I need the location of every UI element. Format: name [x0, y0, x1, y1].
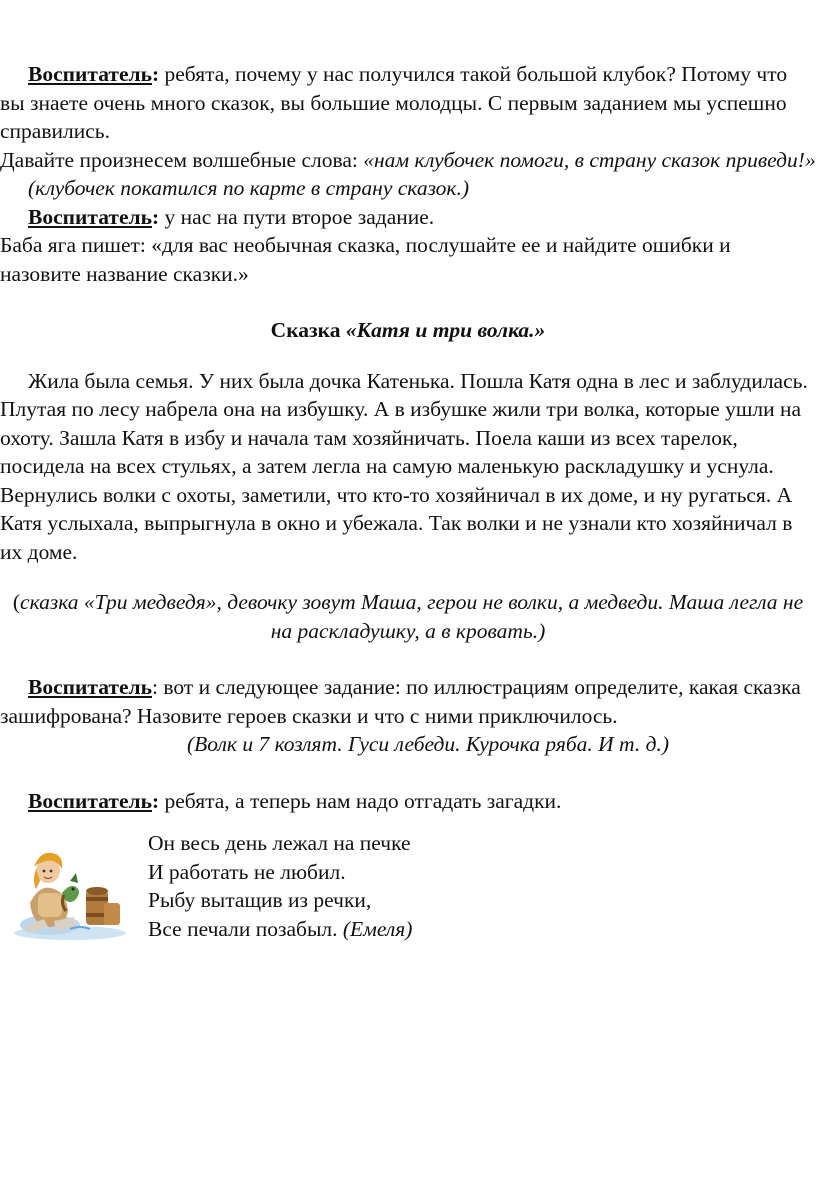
speaker-colon: : [151, 62, 160, 86]
magic-phrase: «нам клубочек помоги, в страну сказок приведи!» [363, 147, 816, 172]
document-page [0, 60, 816, 959]
speaker-colon: : [151, 204, 160, 229]
paragraph-magic-words [0, 146, 816, 175]
paragraph-text: ребята, почему у нас получился такой большой клубок? Потому что вы знаете очень много сказок, вы большие молодцы. С первым заданием мы успешно справились. [0, 62, 788, 143]
emelya-with-pike-illustration [10, 833, 128, 941]
answer-three-bears [0, 588, 816, 645]
answer-illustrations: (Волк и 7 козлят. Гуси лебеди. Курочка ряба. И т. д.) [187, 732, 669, 756]
riddle-line-text: Все печали позабыл. [148, 916, 343, 941]
riddle-line: Он весь день лежал на печке [148, 831, 411, 855]
paragraph-text: у нас на пути второе задание. [159, 204, 435, 229]
paragraph-text: ребята, а теперь нам надо отгадать загадки. [159, 788, 562, 813]
speaker-label: Воспитатель [28, 204, 152, 229]
speaker-colon: : [151, 675, 158, 699]
paragraph-educator-3 [0, 673, 816, 730]
paragraph-baba-yaga: Баба яга пишет: «для вас необычная сказка, послушайте ее и найдите ошибки и назовите название сказки.» [0, 233, 731, 286]
speaker-label: Воспитатель [28, 675, 152, 699]
stage-direction: (клубочек покатился по карте в страну сказок.) [28, 176, 470, 200]
speaker-label: Воспитатель [28, 788, 152, 813]
riddle-answer: (Емеля) [342, 916, 413, 941]
paragraph-text: вот и следующее задание: по иллюстрациям определите, какая сказка зашифрована? Назовите героев сказки и что с ними приключилось. [0, 675, 801, 728]
riddle-line: И работать не любил. [148, 859, 346, 884]
speaker-colon: : [151, 788, 160, 813]
paragraph-educator-4 [0, 787, 816, 816]
riddle-poem [148, 829, 412, 943]
riddle-line: Рыбу вытащив из речки, [148, 888, 372, 912]
story-text: Жила была семья. У них была дочка Катенька. Пошла Катя одна в лес и заблудилась. Плутая по лесу набрела она на избушку. А в избушке жили три волка, которые ушли на охоту. Зашла Катя в избу и начала там хозяйничать. Поела каши из всех тарелок, посидела на всех стульях, а затем легла на самую маленькую раскладушку и уснула. Вернулись волки с охоты, заметили, что кто-то хозяйничал в их доме, и ну ругаться. А Катя услыхала, выпрыгнула в окно и убежала. Так волки и не узнали кто хозяйничал в их доме. [0, 368, 808, 564]
answer-text: сказка «Три медведя», девочку зовут Маша, герои не волки, а медведи. Маша легла не на раскладушку, а в кровать.) [20, 590, 804, 643]
speaker-label: Воспитатель [28, 62, 152, 86]
riddle-section [0, 829, 816, 959]
paragraph-educator-2 [0, 203, 816, 232]
magic-lead: Давайте произнесем волшебные слова: [0, 147, 364, 172]
story-title [0, 316, 816, 345]
story-title-plain: Сказка [270, 318, 346, 342]
riddle-line-last [148, 915, 412, 944]
story-title-italic: «Катя и три волка.» [345, 318, 546, 342]
paragraph-educator-1 [0, 60, 816, 146]
answer-open-paren: ( [12, 590, 21, 614]
